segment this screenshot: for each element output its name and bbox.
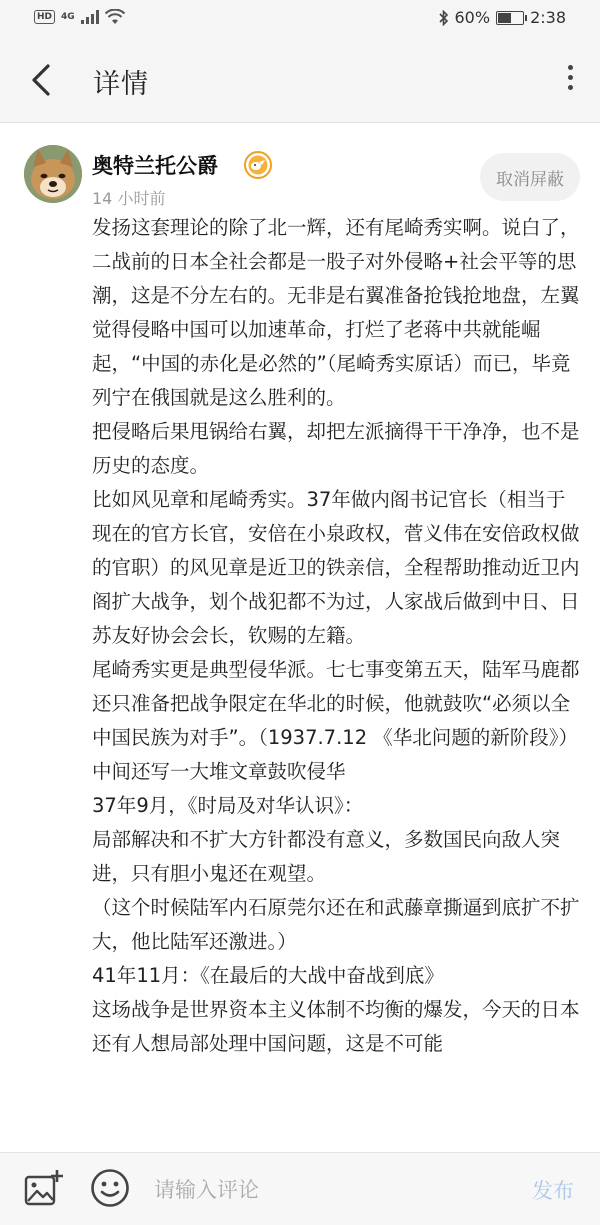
back-arrow-icon (22, 58, 62, 102)
network-type: 4G (61, 11, 75, 22)
post-paragraph: 局部解决和不扩大方针都没有意义，多数国民向敌人突进，只有胆小鬼还在观望。 (92, 828, 561, 885)
hd-badge: HD (34, 10, 55, 24)
add-image-button[interactable] (24, 1169, 64, 1207)
verified-badge-icon (243, 150, 273, 180)
post-content (92, 211, 580, 1061)
post-paragraph: 把侵略后果甩锅给右翼，却把左派摘得干干净净，也不是历史的态度。 (92, 420, 580, 477)
post-paragraph: 比如风见章和尾崎秀实。37年做内阁书记官长（相当于现在的官方长官，安倍在小泉政权，菅义伟在安倍政权做的官职）的风见章是近卫的铁亲信，全程帮助推动近卫内阁扩大战争，划个战犯都不为过，人家战后做到中日、日苏友好协会会长，钦赐的左籍。 (92, 488, 580, 647)
comment-bar (0, 1152, 600, 1225)
post-paragraph: 这场战争是世界资本主义体制不均衡的爆发，今天的日本还有人想局部处理中国问题，这是不可能 (92, 998, 580, 1055)
wifi-icon (105, 9, 125, 25)
page-title: 详情 (93, 69, 149, 100)
emoji-button[interactable] (90, 1168, 130, 1208)
comment-input[interactable] (152, 1169, 496, 1211)
post-paragraph: 中间还写一大堆文章鼓吹侵华 (92, 760, 346, 783)
status-bar (0, 0, 600, 36)
post-paragraph: 发扬这套理论的除了北一辉，还有尾崎秀实啊。说白了，二战前的日本全社会都是一股子对外侵略+社会平等的思潮，这是不分左右的。无非是右翼准备抢钱抢地盘，左翼觉得侵略中国可以加速革命，打烂了老蒋中共就能崛起，“中国的赤化是必然的”（尾崎秀实原话）而已，毕竟列宁在俄国就是这么胜利的。 (92, 216, 580, 409)
publish-button[interactable]: 发布 (532, 1179, 574, 1203)
author-name[interactable]: 奥特兰托公爵 (92, 154, 218, 178)
status-left (34, 9, 125, 25)
add-image-icon (24, 1169, 64, 1207)
battery-percent: 60% (454, 8, 491, 27)
clock: 2:38 (530, 8, 566, 27)
unblock-button[interactable]: 取消屏蔽 (480, 153, 580, 201)
signal-icon (81, 10, 99, 24)
post-paragraph: 尾崎秀实更是典型侵华派。七七事变第五天，陆军马鹿都还只准备把战争限定在华北的时候，他就鼓吹“必须以全中国民族为对手”。（1937.7.12 《华北问题的新阶段》） (92, 658, 580, 749)
emoji-icon (90, 1168, 130, 1208)
post-paragraph: 37年9月，《时局及对华认识》： (92, 794, 364, 817)
more-options-button[interactable] (558, 60, 582, 100)
more-vert-icon (558, 65, 582, 90)
post-timestamp: 14 小时前 (92, 189, 166, 208)
battery-level (498, 13, 511, 23)
battery-icon (496, 11, 524, 25)
status-right (439, 8, 567, 27)
bluetooth-icon (439, 10, 449, 26)
shiba-dog-avatar-icon (24, 145, 82, 203)
post-paragraph: 41年11月：《在最后的大战中奋战到底》 (92, 964, 444, 987)
avatar[interactable] (24, 145, 82, 203)
back-button[interactable] (22, 58, 62, 102)
post-paragraph: （这个时候陆军内石原莞尔还在和武藤章撕逼到底扩不扩大，他比陆军还激进。） (92, 896, 580, 953)
app-bar (0, 36, 600, 123)
